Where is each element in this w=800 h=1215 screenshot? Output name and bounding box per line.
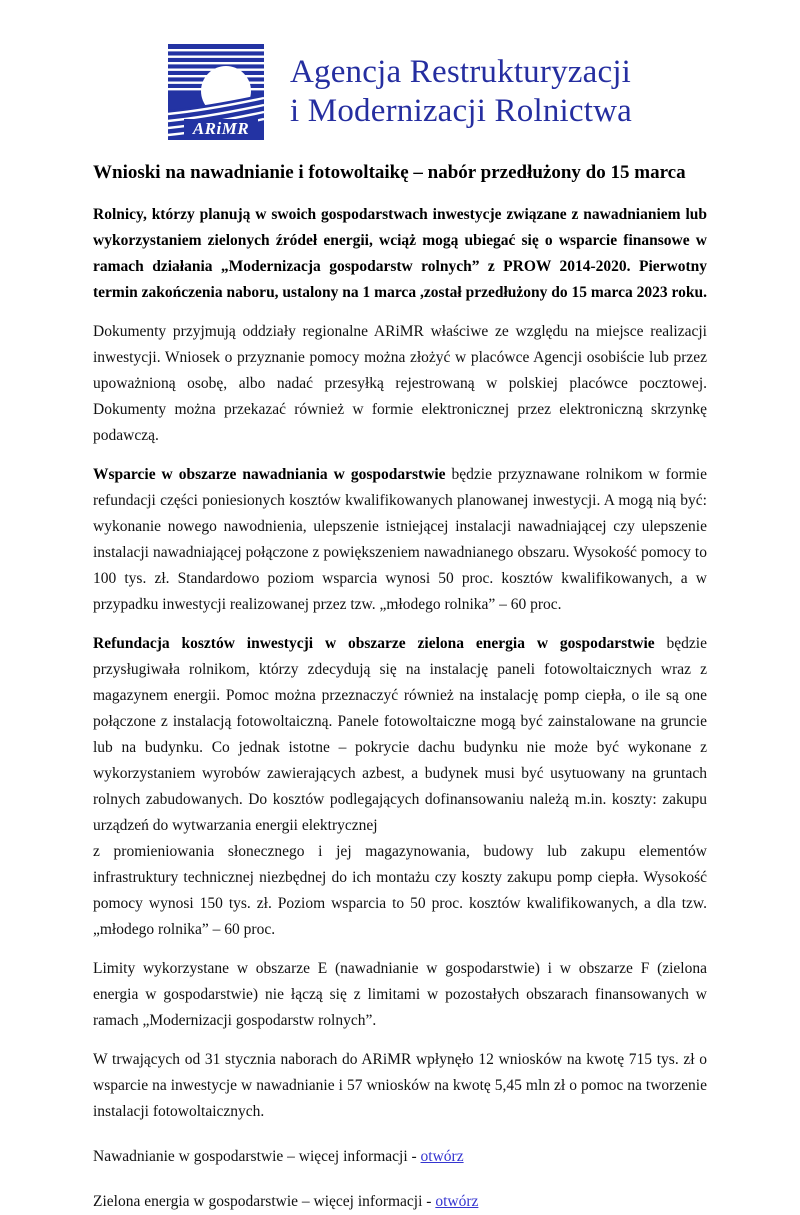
lead-paragraph: Rolnicy, którzy planują w swoich gospodarstwach inwestycje związane z nawadnianiem lub wykorzystaniem zielonych źródeł energii, wciąż mogą ubiegać się o wsparcie finansowe w ramach działania „Modernizacja gospodarstw rolnych” z PROW 2014-2020. Pierwotny termin zakończenia naboru, ustalony na 1 marca ,został przedłużony do 15 marca 2023 roku.	[93, 206, 707, 301]
green-energy-section-text-1: będzie przysługiwała rolnikom, którzy zdecydują się na instalację paneli fotowoltaicznych wraz z magazynem energii. Pomoc można przeznaczyć również na instalację pomp ciepła, o ile są one połączone z instalacją fotowoltaiczną. Panele fotowoltaiczne mogą być zainstalowane na gruncie lub na budynku. Co jednak istotne – pokrycie dachu budynku nie może być wykonane z wykorzystaniem wyrobów zawierających azbest, a budynek musi być usytuowany na gruntach rolnych zabudowanych. Do kosztów podlegających dofinansowaniu należą m.in. koszty: zakupu urządzeń do wytwarzania energii elektrycznej	[93, 635, 707, 834]
logo-acronym-text: ARiMR	[192, 119, 250, 138]
agency-name-line1: Agencja Restrukturyzacji	[289, 54, 632, 90]
link-line-green-energy-text: Zielona energia w gospodarstwie – więcej informacji -	[93, 1193, 436, 1210]
paragraph-irrigation-support	[93, 462, 707, 618]
green-energy-more-info-link[interactable]: otwórz	[435, 1193, 479, 1210]
link-line-irrigation-text: Nawadnianie w gospodarstwie – więcej informacji -	[93, 1148, 421, 1165]
link-line-green-energy	[93, 1189, 707, 1215]
green-energy-section-text-2: z promieniowania słonecznego i jej magazynowania, budowy lub zakupu elementów infrastruktury technicznej niezbędnej do ich montażu czy koszty zakupu pomp ciepła. Wysokość pomocy wynosi 150 tys. zł. Poziom wsparcia to 50 proc. kosztów kwalifikowanych, a dla tzw. „młodego rolnika” – 60 proc.	[93, 843, 707, 938]
paragraph-applications-stats: W trwających od 31 stycznia naborach do ARiMR wpłynęło 12 wniosków na kwotę 715 tys. zł o wsparcie na inwestycje w nawadnianie i 57 wniosków na kwotę 5,45 mln zł o pomoc na tworzenie instalacji fotowoltaicznych.	[93, 1051, 707, 1120]
paragraph-limits: Limity wykorzystane w obszarze E (nawadnianie w gospodarstwie) i w obszarze F (zielona energia w gospodarstwie) nie łączą się z limitami w pozostałych obszarach finansowanych w ramach „Modernizacji gospodarstw rolnych”.	[93, 960, 707, 1029]
paragraph-documents: Dokumenty przyjmują oddziały regionalne ARiMR właściwe ze względu na miejsce realizacji inwestycji. Wniosek o przyznanie pomocy można złożyć w placówce Agencji osobiście lub przez upoważnioną osobę, albo nadać przesyłką rejestrowaną w polskiej placówce pocztowej. Dokumenty można przekazać również w formie elektronicznej przez elektroniczną skrzynkę podawczą.	[93, 323, 707, 444]
article-title: Wnioski na nawadnianie i fotowoltaikę – nabór przedłużony do 15 marca	[93, 162, 686, 183]
arimr-logo	[168, 44, 264, 140]
irrigation-more-info-link[interactable]: otwórz	[420, 1148, 464, 1165]
agency-name	[290, 53, 632, 131]
irrigation-section-heading: Wsparcie w obszarze nawadniania w gospodarstwie	[93, 466, 446, 483]
document-page	[0, 44, 800, 1210]
agency-name-line2: i Modernizacji Rolnictwa	[289, 93, 633, 129]
irrigation-section-text: będzie przyznawane rolnikom w formie refundacji części poniesionych kosztów kwalifikowanych planowanej inwestycji. A mogą nią być: wykonanie nowego nawodnienia, ulepszenie istniejącej instalacji nawadniającej czy ulepszenie instalacji nawadniającej połączone z powiększeniem nawadnianego obszaru. Wysokość pomocy to 100 tys. zł. Standardowo poziom wsparcia wynosi 50 proc. kosztów kwalifikowanych, a w przypadku inwestycji realizowanej przez tzw. „młodego rolnika” – 60 proc.	[93, 466, 707, 613]
arimr-header	[93, 44, 707, 140]
paragraph-green-energy	[93, 631, 707, 943]
green-energy-section-heading: Refundacja kosztów inwestycji w obszarze zielona energia w gospodarstwie	[93, 635, 655, 652]
arimr-logo-icon	[168, 44, 264, 140]
link-line-irrigation	[93, 1144, 707, 1170]
